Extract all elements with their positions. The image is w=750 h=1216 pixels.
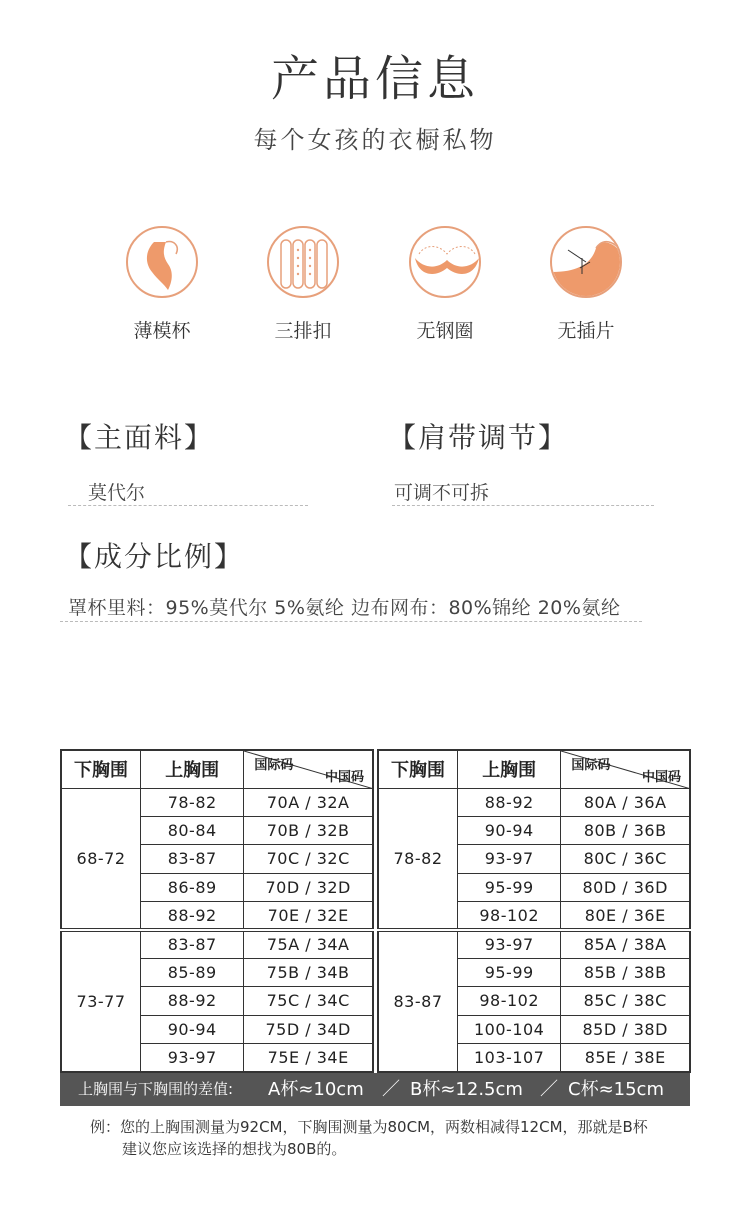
size-table-left xyxy=(60,749,374,1073)
separator: ／ xyxy=(540,1079,558,1100)
header-cn-code: 中国码 xyxy=(641,769,681,785)
size-table-right xyxy=(377,749,691,1073)
composition-value: 罩杯里料：95%莫代尔 5%氨纶 边布网布：80%锦纶 20%氨纶 xyxy=(68,597,621,619)
overbust-cell: 80-84 xyxy=(141,816,244,844)
header-underbust: 下胸围 xyxy=(61,750,141,788)
overbust-cell: 85-89 xyxy=(141,958,244,986)
strap-value: 可调不可拆 xyxy=(394,482,490,504)
size-cell: 70E / 32E xyxy=(244,902,373,930)
separator: ／ xyxy=(382,1079,400,1100)
page-subtitle: 每个女孩的衣橱私物 xyxy=(253,126,497,154)
overbust-cell: 88-92 xyxy=(141,902,244,930)
size-cell: 75E / 34E xyxy=(244,1044,373,1072)
overbust-cell: 90-94 xyxy=(458,816,561,844)
overbust-cell: 83-87 xyxy=(141,930,244,958)
strap-heading: 【肩带调节】 xyxy=(388,421,569,454)
feature-label: 薄模杯 xyxy=(133,320,191,342)
overbust-cell: 100-104 xyxy=(458,1015,561,1043)
feature-label: 三排扣 xyxy=(274,320,332,342)
composition-heading: 【成分比例】 xyxy=(64,540,245,573)
divider xyxy=(68,505,308,506)
size-cell: 85E / 38E xyxy=(561,1044,690,1072)
underbust-group: 83-87 xyxy=(378,930,458,1072)
note-line-1: 例：您的上胸围测量为92CM，下胸围测量为80CM，两数相减得12CM，那就是B杯 xyxy=(90,1118,648,1136)
overbust-cell: 95-99 xyxy=(458,958,561,986)
three-row-hook-icon xyxy=(267,226,339,298)
header-intl-code: 国际码 xyxy=(254,758,294,773)
size-cell: 75B / 34B xyxy=(244,958,373,986)
overbust-cell: 93-97 xyxy=(458,930,561,958)
overbust-cell: 86-89 xyxy=(141,873,244,901)
note-line-2: 建议您应该选择的想找为80B的。 xyxy=(122,1140,347,1158)
overbust-cell: 95-99 xyxy=(458,873,561,901)
size-cell: 85C / 38C xyxy=(561,987,690,1015)
header-underbust: 下胸围 xyxy=(378,750,458,788)
underbust-group: 78-82 xyxy=(378,788,458,930)
page-title: 产品信息 xyxy=(270,51,479,107)
cup-difference-bar xyxy=(60,1073,690,1106)
overbust-cell: 103-107 xyxy=(458,1044,561,1072)
feature-thin-cup xyxy=(126,226,198,342)
overbust-cell: 78-82 xyxy=(141,788,244,816)
underbust-group: 68-72 xyxy=(61,788,141,930)
size-cell: 70C / 32C xyxy=(244,845,373,873)
difference-label: 上胸围与下胸围的差值: xyxy=(78,1080,234,1098)
header-overbust: 上胸围 xyxy=(458,750,561,788)
size-cell: 80B / 36B xyxy=(561,816,690,844)
feature-icons xyxy=(126,226,646,346)
difference-c-cup: C杯≈15cm xyxy=(568,1079,664,1100)
thin-mold-cup-icon xyxy=(126,226,198,298)
header-overbust: 上胸围 xyxy=(141,750,244,788)
overbust-cell: 88-92 xyxy=(141,987,244,1015)
overbust-cell: 90-94 xyxy=(141,1015,244,1043)
overbust-cell: 93-97 xyxy=(141,1044,244,1072)
fabric-value: 莫代尔 xyxy=(88,482,146,504)
size-cell: 70B / 32B xyxy=(244,816,373,844)
overbust-cell: 98-102 xyxy=(458,902,561,930)
size-cell: 80A / 36A xyxy=(561,788,690,816)
divider xyxy=(392,505,654,506)
size-cell: 80C / 36C xyxy=(561,845,690,873)
size-cell: 75C / 34C xyxy=(244,987,373,1015)
header-intl-code: 国际码 xyxy=(571,758,611,773)
feature-label: 无钢圈 xyxy=(416,320,474,342)
size-cell: 80E / 36E xyxy=(561,902,690,930)
difference-b-cup: B杯≈12.5cm xyxy=(410,1079,523,1100)
wire-free-icon xyxy=(409,226,481,298)
overbust-cell: 88-92 xyxy=(458,788,561,816)
size-cell: 70A / 32A xyxy=(244,788,373,816)
size-cell: 85D / 38D xyxy=(561,1015,690,1043)
size-cell: 75A / 34A xyxy=(244,930,373,958)
size-cell: 85B / 38B xyxy=(561,958,690,986)
header-size-code xyxy=(561,750,690,788)
overbust-cell: 98-102 xyxy=(458,987,561,1015)
feature-label: 无插片 xyxy=(557,320,615,342)
header-size-code xyxy=(244,750,373,788)
no-insert-icon xyxy=(550,226,622,298)
feature-wire-free xyxy=(409,226,481,342)
overbust-cell: 93-97 xyxy=(458,845,561,873)
size-cell: 80D / 36D xyxy=(561,873,690,901)
feature-three-hooks xyxy=(267,226,339,342)
header-cn-code: 中国码 xyxy=(324,769,364,785)
feature-no-insert xyxy=(550,226,622,342)
size-cell: 85A / 38A xyxy=(561,930,690,958)
example-note xyxy=(90,1116,648,1160)
size-cell: 70D / 32D xyxy=(244,873,373,901)
difference-a-cup: A杯≈10cm xyxy=(268,1079,364,1100)
size-cell: 75D / 34D xyxy=(244,1015,373,1043)
fabric-heading: 【主面料】 xyxy=(64,421,215,454)
divider xyxy=(60,621,642,622)
overbust-cell: 83-87 xyxy=(141,845,244,873)
underbust-group: 73-77 xyxy=(61,930,141,1072)
